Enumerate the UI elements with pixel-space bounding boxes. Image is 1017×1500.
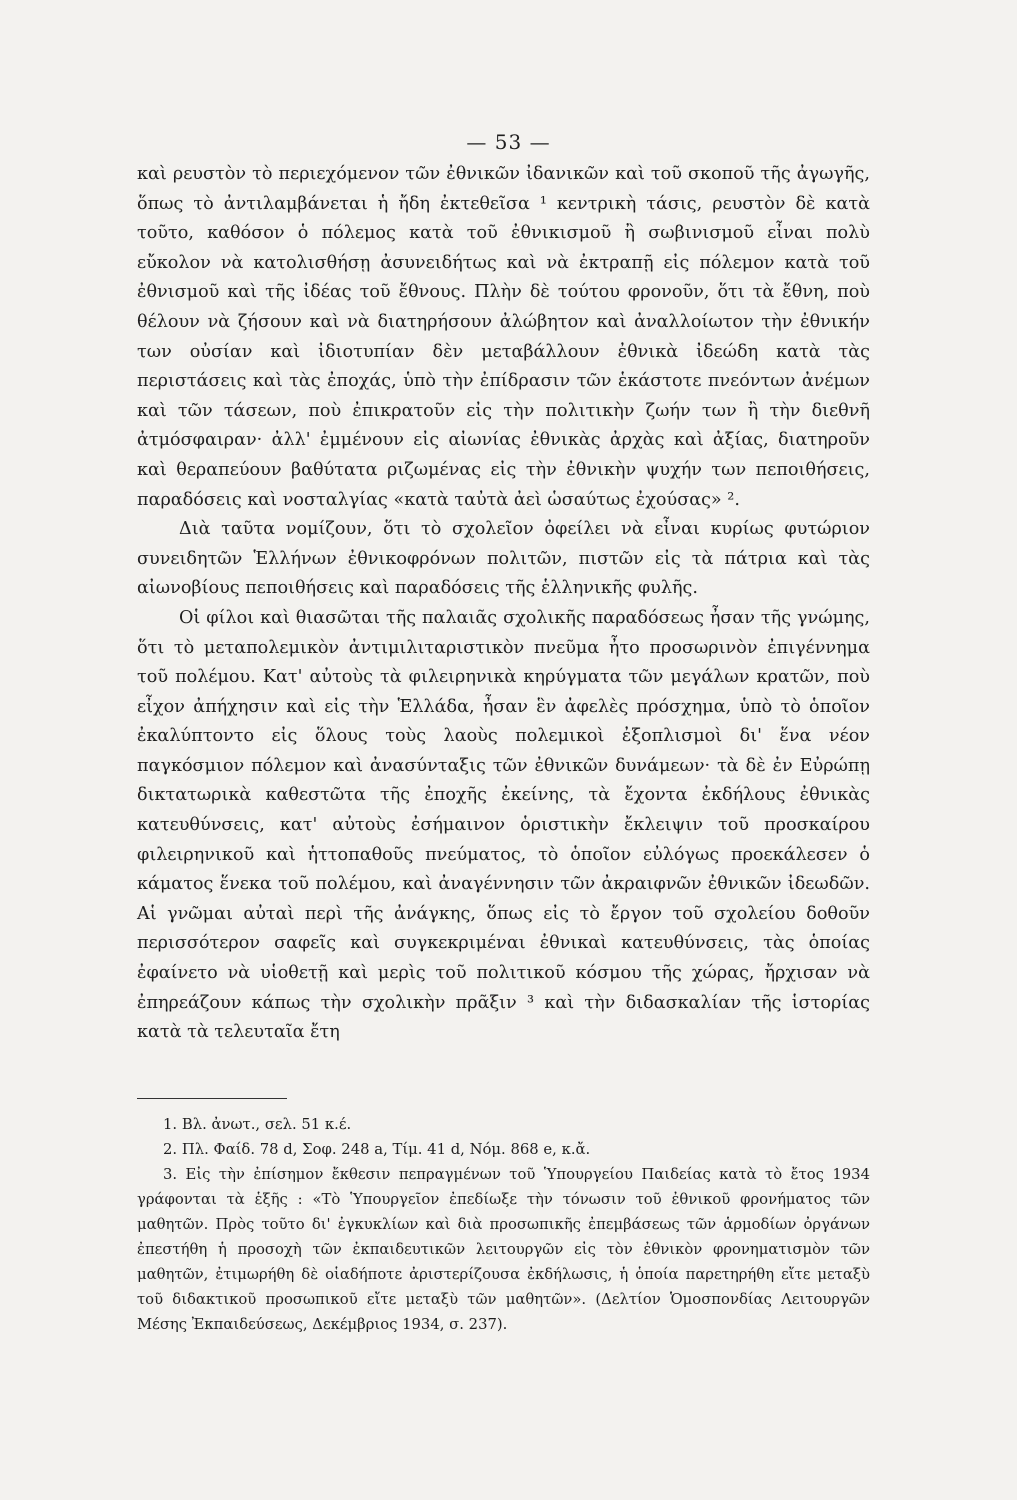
paragraph-3: Οἱ φίλοι καὶ θιασῶται τῆς παλαιᾶς σχολικῆς παραδόσεως ἦσαν τῆς γνώμης, ὅτι τὸ μεταπολεμικὸν ἀντιμιλιταριστικὸν πνεῦμα ἦτο προσωρινὸν ἐπιγέννημα τοῦ πολέμου. Κατ' αὐτοὺς τὰ φιλειρηνικὰ κηρύγματα τῶν μεγάλων κρατῶν, ποὺ εἶχον ἀπήχησιν καὶ εἰς τὴν Ἑλλάδα, ἦσαν ἓν ἀφελὲς πρόσχημα, ὑπὸ τὸ ὁποῖον ἐκαλύπτοντο εἰς ὅλους τοὺς λαοὺς πολεμικοὶ ἐξοπλισμοὶ δι' ἕνα νέον παγκόσμιον πόλεμον καὶ ἀνασύνταξις τῶν ἐθνικῶν δυνάμεων· τὰ δὲ ἐν Εὐρώπῃ δικτατωρικὰ καθεστῶτα τῆς ἐποχῆς ἐκείνης, τὰ ἔχοντα ἐκδήλους ἐθνικὰς κατευθύνσεις, κατ' αὐτοὺς ἐσήμαινον ὁριστικὴν ἔκλειψιν τοῦ προσκαίρου φιλειρηνικοῦ καὶ ἡττοπαθοῦς πνεύματος, τὸ ὁποῖον εὐλόγως προεκάλεσεν ὁ κάματος ἕνεκα τοῦ πολέμου, καὶ ἀναγέννησιν τῶν ἀκραιφνῶν ἐθνικῶν ἰδεωδῶν. Αἱ γνῶμαι αὐταὶ περὶ τῆς ἀνάγκης, ὅπως εἰς τὸ ἔργον τοῦ σχολείου δοθοῦν περισσότερον σαφεῖς καὶ συγκεκριμέναι ἐθνικαὶ κατευθύνσεις, τὰς ὁποίας ἐφαίνετο νὰ υἱοθετῇ καὶ μερὶς τοῦ πολιτικοῦ κόσμου τῆς χώρας, ἤρχισαν νὰ ἐπηρεάζουν κάπως τὴν σχολικὴν πρᾶξιν ³ καὶ τὴν διδασκαλίαν τῆς ἱστορίας κατὰ τὰ τελευταῖα ἔτη — [137, 607, 870, 1043]
paragraph-1: καὶ ρευστὸν τὸ περιεχόμενον τῶν ἐθνικῶν ἰδανικῶν καὶ τοῦ σκοποῦ τῆς ἀγωγῆς, ὅπως τὸ ἀντιλαμβάνεται ἡ ἤδη ἐκτεθεῖσα ¹ κεντρικὴ τάσις, ρευστὸν δὲ κατὰ τοῦτο, καθόσον ὁ πόλεμος κατὰ τοῦ ἐθνικισμοῦ ἢ σωβινισμοῦ εἶναι πολὺ εὔκολον νὰ κατολισθήσῃ ἀσυνειδήτως καὶ νὰ ἐκτραπῇ εἰς πόλεμον κατὰ τοῦ ἐθνισμοῦ καὶ τῆς ἰδέας τοῦ ἔθνους. Πλὴν δὲ τούτου φρονοῦν, ὅτι τὰ ἔθνη, ποὺ θέλουν νὰ ζήσουν καὶ νὰ διατηρήσουν ἀλώβητον καὶ ἀναλλοίωτον τὴν ἐθνικήν των οὐσίαν καὶ ἰδιοτυπίαν δὲν μεταβάλλουν ἐθνικὰ ἰδεώδη κατὰ τὰς περιστάσεις καὶ τὰς ἐποχάς, ὑπὸ τὴν ἐπίδρασιν τῶν ἑκάστοτε πνεόντων ἀνέμων καὶ τῶν τάσεων, ποὺ ἐπικρατοῦν εἰς τὴν πολιτικὴν ζωήν των ἢ τὴν διεθνῆ ἀτμόσφαιραν· ἀλλ' ἐμμένουν εἰς αἰωνίας ἐθνικὰς ἀρχὰς καὶ ἀξίας, διατηροῦν καὶ θεραπεύουν βαθύτατα ριζωμένας εἰς τὴν ἐθνικὴν ψυχήν των πεποιθήσεις, παραδόσεις καὶ νοσταλγίας «κατὰ ταὐτὰ ἀεὶ ὡσαύτως ἐχούσας» ². — [137, 164, 870, 510]
paragraph-2: Διὰ ταῦτα νομίζουν, ὅτι τὸ σχολεῖον ὀφείλει νὰ εἶναι κυρίως φυτώριον συνειδητῶν Ἑλλήνων ἐθνικοφρόνων πολιτῶν, πιστῶν εἰς τὰ πάτρια καὶ τὰς αἰωνοβίους πεποιθήσεις καὶ παραδόσεις τῆς ἑλληνικῆς φυλῆς. — [137, 519, 870, 599]
footnotes — [137, 1112, 870, 1337]
footnote-2: 2. Πλ. Φαίδ. 78 d, Σοφ. 248 a, Τίμ. 41 d, Νόμ. 868 e, κ.ἄ. — [163, 1141, 591, 1158]
footnote-divider — [137, 1098, 287, 1099]
body-text — [137, 160, 870, 1048]
footnote-3: 3. Εἰς τὴν ἐπίσημον ἔκθεσιν πεπραγμένων τοῦ Ὑπουργείου Παιδείας κατὰ τὸ ἔτος 1934 γράφονται τὰ ἑξῆς : «Τὸ Ὑπουργεῖον ἐπεδίωξε τὴν τόνωσιν τοῦ ἐθνικοῦ φρονήματος τῶν μαθητῶν. Πρὸς τοῦτο δι' ἐγκυκλίων καὶ διὰ προσωπικῆς ἐπεμβάσεως τῶν ἁρμοδίων ὀργάνων ἐπεστήθη ἡ προσοχὴ τῶν ἐκπαιδευτικῶν λειτουργῶν εἰς τὸν ἐθνικὸν φρονηματισμὸν τῶν μαθητῶν, ἐτιμωρήθη δὲ οἱαδήποτε ἀριστερίζουσα ἐκδήλωσις, ἡ ὁποία παρετηρήθη εἴτε μεταξὺ τοῦ διδακτικοῦ προσωπικοῦ εἴτε μεταξὺ τῶν μαθητῶν». (Δελτίον Ὁμοσπονδίας Λειτουργῶν Μέσης Ἐκπαιδεύσεως, Δεκέμβριος 1934, σ. 237). — [137, 1166, 870, 1333]
footnote-1: 1. Βλ. ἀνωτ., σελ. 51 κ.έ. — [163, 1116, 352, 1133]
page-number: — 53 — — [466, 130, 551, 154]
